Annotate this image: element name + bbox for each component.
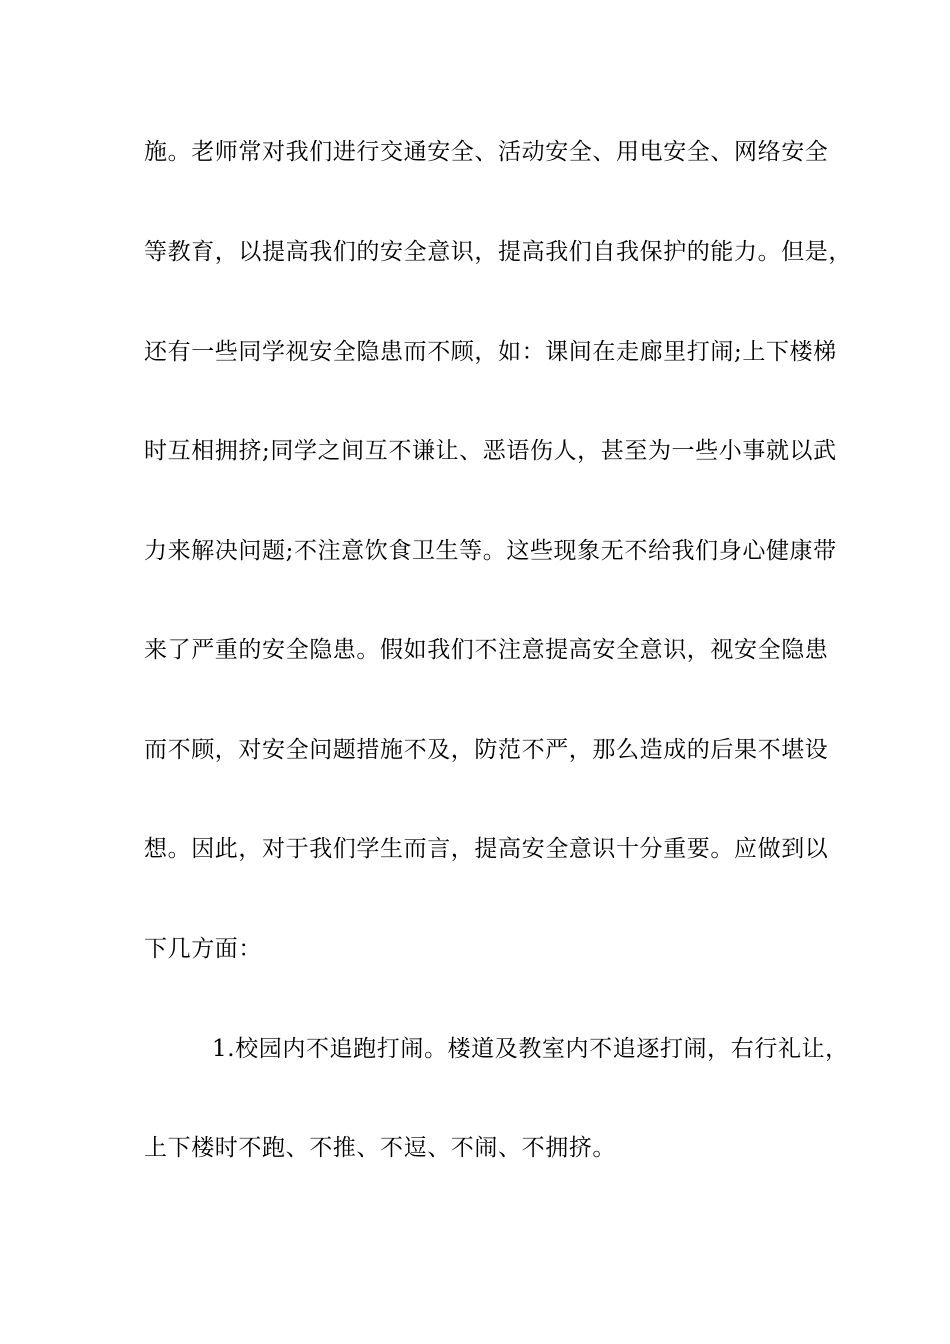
text-line: 等教育，以提高我们的安全意识，提高我们自我保护的能力。但是，: [144, 239, 852, 265]
text-line: 施。老师常对我们进行交通安全、活动安全、用电安全、网络安全: [144, 139, 829, 165]
text-line: 还有一些同学视安全隐患而不顾，如：课间在走廊里打闹;上下楼梯: [144, 339, 837, 365]
text-line: 上下楼时不跑、不推、不逗、不闹、不拥挤。: [144, 1135, 616, 1161]
numbered-item-line: 1.校园内不追跑打闹。楼道及教室内不追逐打闹，右行礼让，: [212, 1036, 849, 1062]
text-line: 想。因此，对于我们学生而言，提高安全意识十分重要。应做到以: [144, 836, 829, 862]
text-line: 时互相拥挤;同学之间互不谦让、恶语伤人，甚至为一些小事就以武: [144, 438, 837, 464]
text-line: 力来解决问题;不注意饮食卫生等。这些现象无不给我们身心健康带: [144, 538, 837, 564]
text-line: 下几方面：: [144, 936, 262, 962]
text-line: 而不顾，对安全问题措施不及，防范不严，那么造成的后果不堪设: [144, 737, 829, 763]
text-line: 来了严重的安全隐患。假如我们不注意提高安全意识，视安全隐患: [144, 637, 829, 663]
